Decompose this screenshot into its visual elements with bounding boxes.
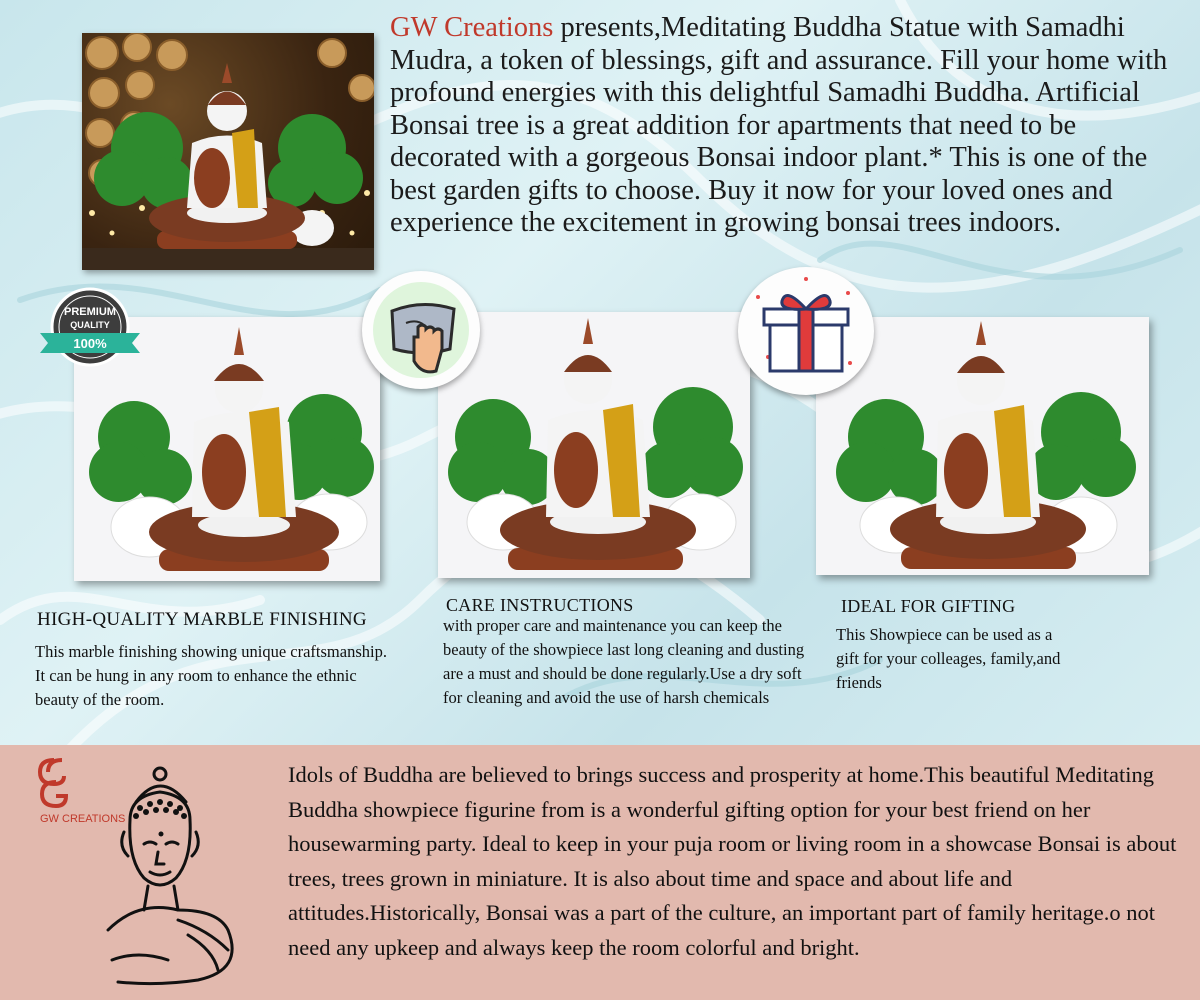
badge-line3: 100%	[73, 336, 107, 351]
intro-text: presents,Meditating Buddha Statue with Samadhi Mudra, a token of blessings, gift and assurance. Fill your home with profound energies with this delightful Samadhi Buddha. Artificial Bonsai tree is a great addition for apartments that need to be decorated with a gorgeous Bonsai indoor plant.* This is one of the best garden gifts to choose. Buy it now for your loved ones and experience the excitement in growing bonsai trees indoors.	[390, 12, 1168, 238]
badge-line2: QUALITY	[70, 320, 110, 330]
feature-title-care: CARE INSTRUCTIONS	[446, 595, 634, 615]
hero-product-photo	[82, 33, 374, 270]
premium-quality-badge	[38, 285, 142, 371]
feature-body-care: with proper care and maintenance you can keep the beauty of the showpiece last long cleaning and dusting are a must and should be done regularly.Use a dry soft for cleaning and avoid the use of harsh chemicals	[443, 616, 805, 707]
intro-paragraph	[390, 12, 1190, 240]
brand-logo-text: GW CREATIONS	[40, 813, 126, 825]
badge-line1: PREMIUM	[64, 306, 116, 318]
gift-box-icon	[738, 267, 874, 395]
cleaning-hand-icon	[362, 271, 480, 389]
feature-body-gift: This Showpiece can be used as a gift for your colleages, family,and friends	[836, 625, 1061, 692]
feature-body-marble: This marble finishing showing unique craftsmanship. It can be hung in any room to enhance the ethnic beauty of the room.	[35, 642, 387, 709]
product-photo-care	[438, 312, 750, 578]
feature-title-marble: HIGH-QUALITY MARBLE FINISHING	[37, 609, 367, 630]
feature-title-gift: IDEAL FOR GIFTING	[841, 596, 1016, 616]
buddha-sketch-illustration	[78, 760, 248, 995]
brand-name: GW Creations	[390, 12, 554, 43]
outro-paragraph: Idols of Buddha are believed to brings success and prosperity at home.This beautiful Meditating Buddha showpiece figurine from is a wonderful gifting option for your best friend on her housewarming party. Ideal to keep in your puja room or living room in a showcase Bonsai is about trees, trees grown in miniature. It is also about time and space and about life and attitudes.Historically, Bonsai was a part of the culture, an important part of family heritage.o not need any upkeep and always keep the room colorful and bright.	[288, 762, 1177, 960]
